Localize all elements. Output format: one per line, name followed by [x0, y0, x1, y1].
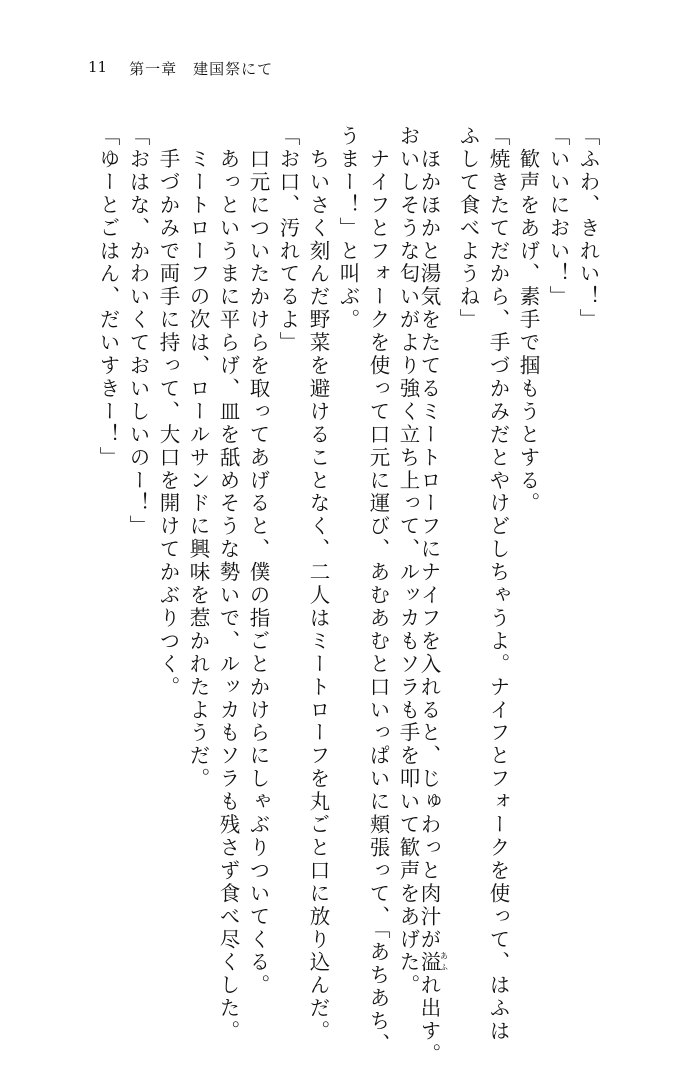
- ruby-base: 溢: [417, 951, 441, 975]
- running-header: [88, 58, 273, 79]
- ruby-reading: あふ: [439, 951, 449, 975]
- text-column: うまー！」と叫ぶ。: [336, 125, 360, 332]
- text-column-tail: れ出す。: [417, 974, 441, 1066]
- text-column: 「いいにおい！」: [546, 125, 570, 309]
- text-column: 歓声をあげ、素手で掴もうとする。: [516, 125, 540, 516]
- text-column: ミートローフの次は、ロールサンドに興味を惹かれたようだ。: [186, 125, 210, 791]
- text-column-main: ほかほかと湯気をたてるミートローフにナイフを入れると、じゅわっと肉汁が: [417, 125, 441, 952]
- text-column: ナイフとフォークを使って口元に運び、あむあむと口いっぱいに頬張って、「あちあち、: [366, 125, 390, 1056]
- chapter-title: 第一章 建国祭にて: [129, 60, 274, 78]
- text-column: 「お口、汚れてるよ」: [276, 125, 300, 355]
- text-column: ちいさく刻んだ野菜を避けることなく、二人はミートローフを丸ごと口に放り込んだ。: [306, 125, 330, 1043]
- text-column: ふして食べようね」: [456, 125, 480, 332]
- text-column: 「ふわ、きれい！」: [576, 125, 600, 332]
- text-column: 口元についたかけらを取ってあげると、僕の指ごとかけらにしゃぶりついてくる。: [246, 125, 270, 998]
- page-number: 11: [88, 58, 108, 76]
- text-column: 「ゆーとごはん、だいすきー！」: [96, 125, 120, 470]
- text-column: 手づかみで両手に持って、大口を開けてかぶりつく。: [156, 125, 180, 699]
- text-column: [419, 125, 449, 1066]
- text-column: 「おはな、かわいくておいしいのー！」: [126, 125, 150, 539]
- text-column: おいしそうな匂いがより強く立ち上って、ルッカもソラも手を叩いて歓声をあげた。: [396, 125, 420, 998]
- ruby-annotation: [417, 951, 449, 975]
- text-column: 「焼きたてだから、手づかみだとやけどしちゃうよ。ナイフとフォークを使って、はふは: [486, 125, 510, 1043]
- text-column: あっというまに平らげ、皿を舐めそうな勢いで、ルッカもソラも残さず食べ尽くした。: [216, 125, 240, 1043]
